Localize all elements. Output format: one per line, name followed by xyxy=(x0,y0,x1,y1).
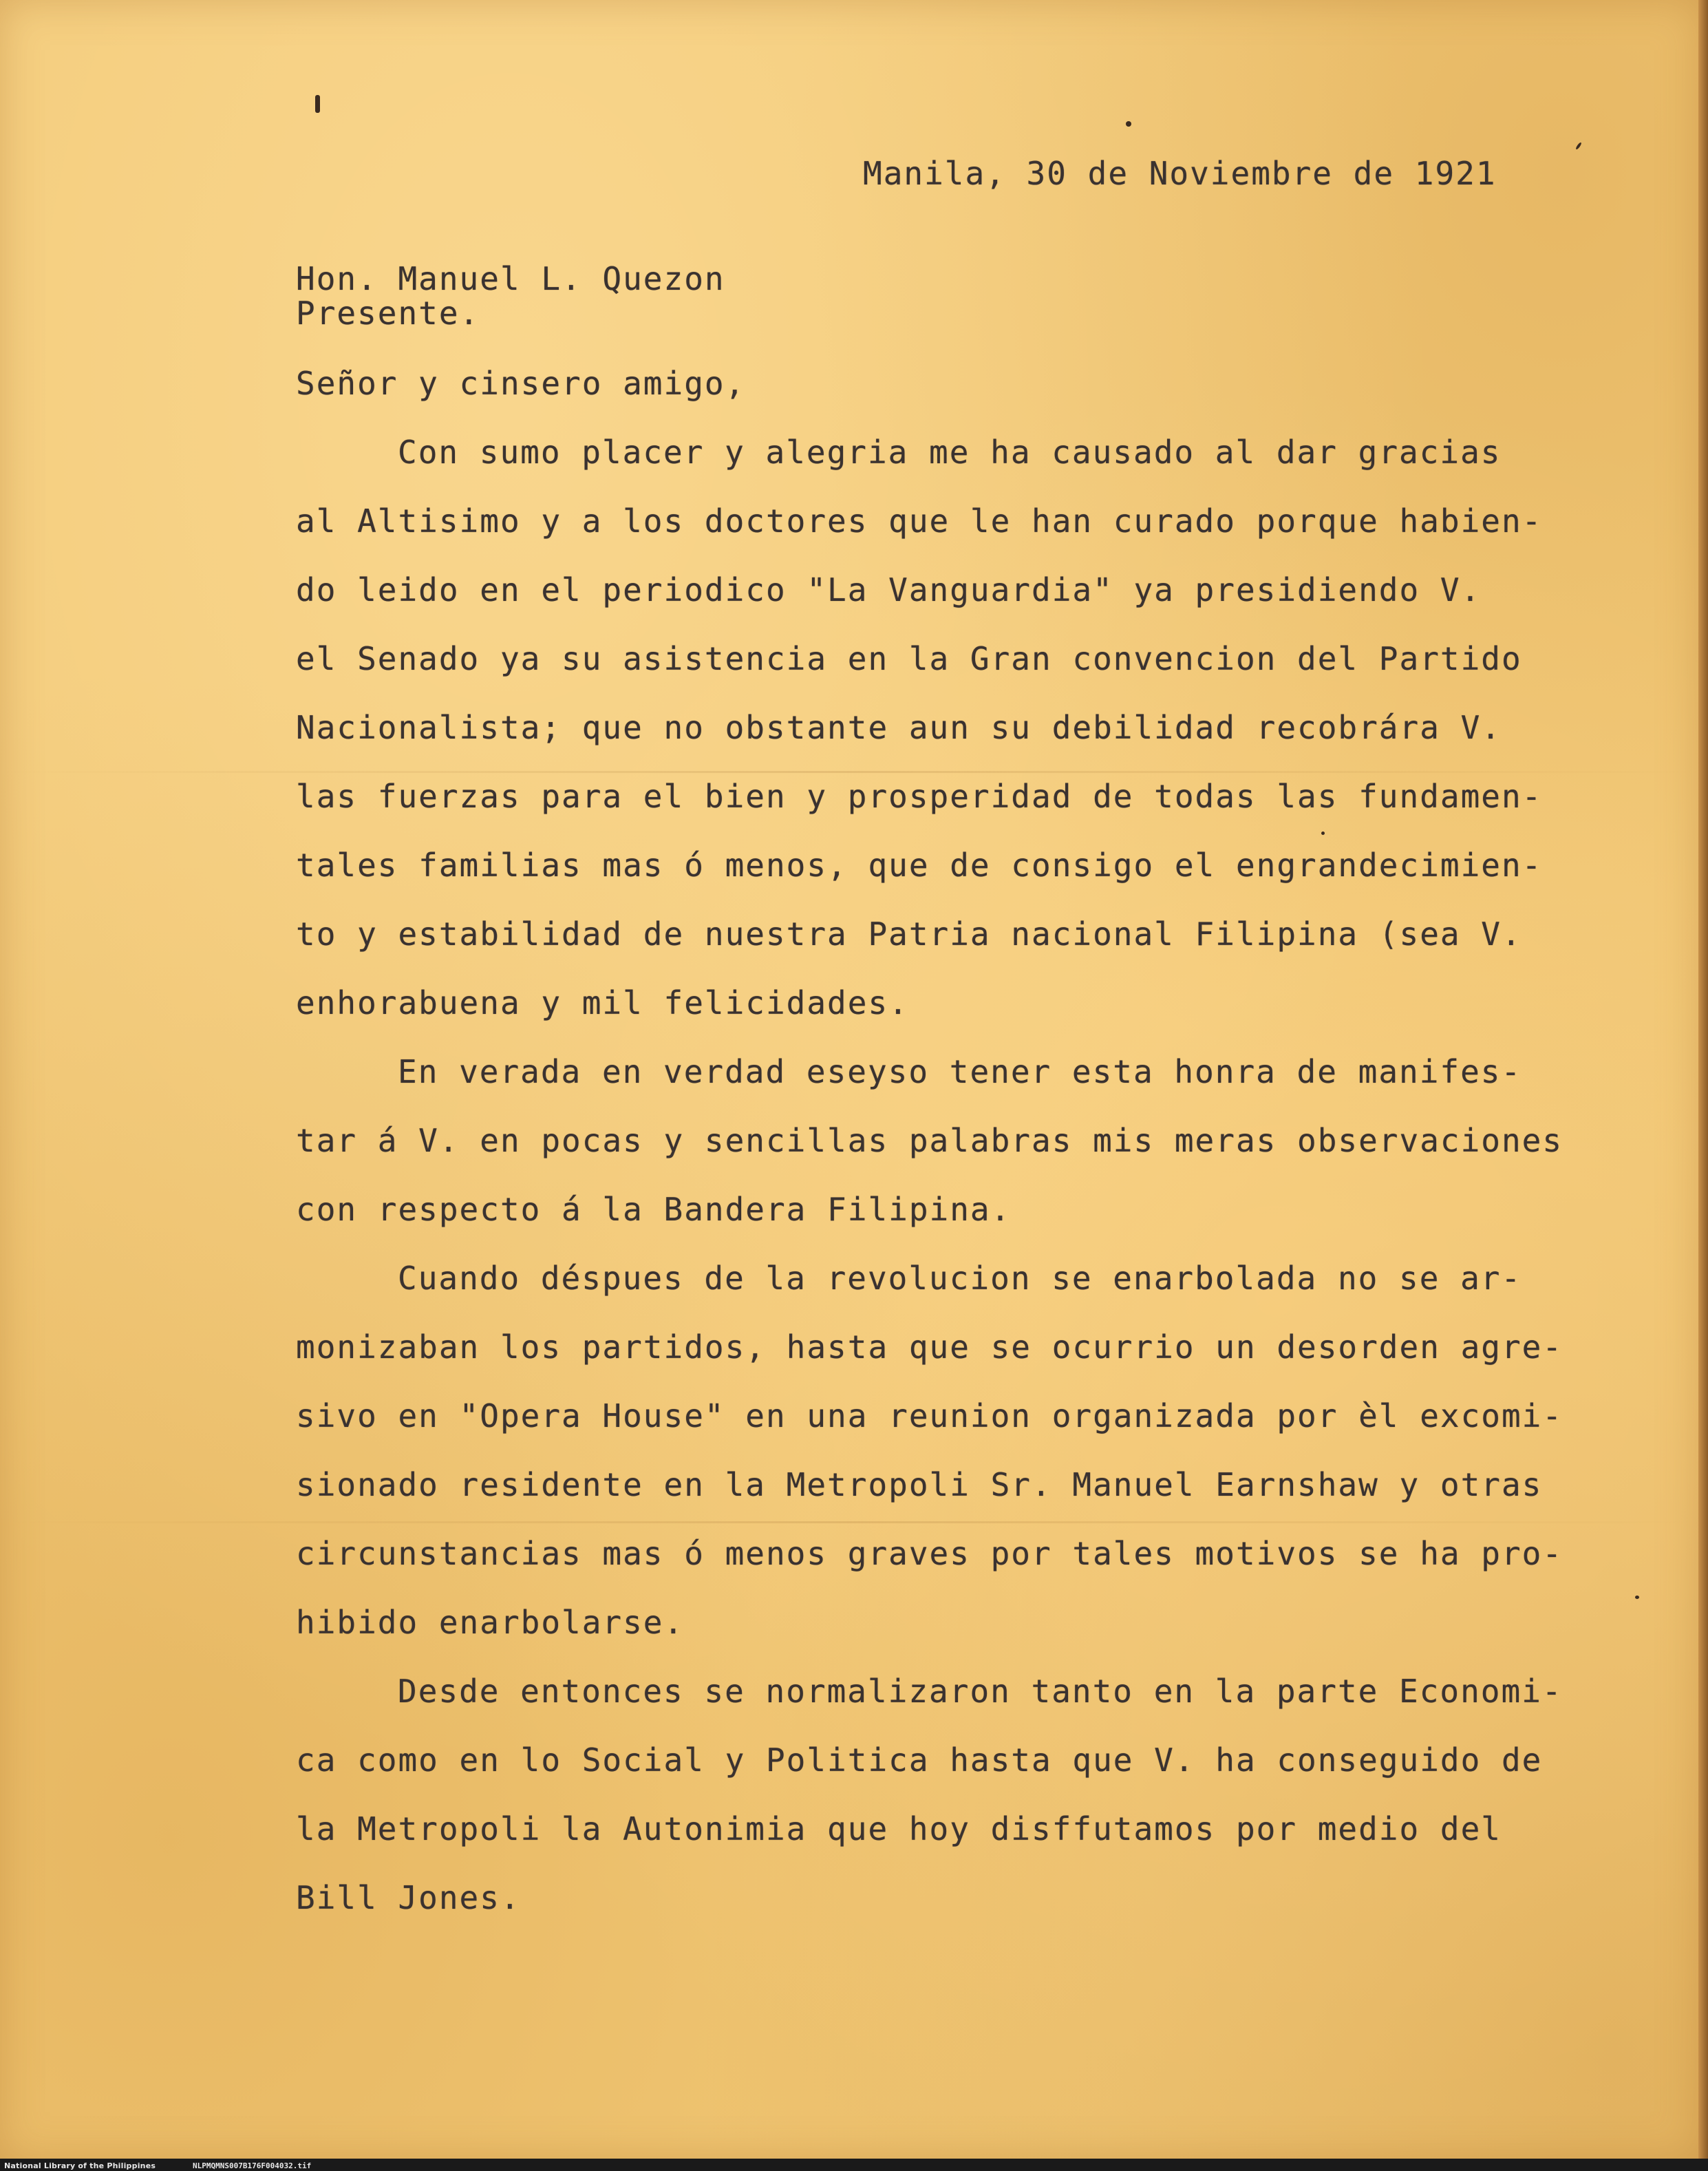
text-line: circunstancias mas ó menos graves por tales motivos se ha pro- xyxy=(296,1535,1563,1572)
text-line: Cuando déspues de la revolucion se enarbolada no se ar- xyxy=(398,1260,1522,1297)
footer-file-id: NLPMQMNS007B176F004032.tif xyxy=(193,2161,312,2170)
paper-fold xyxy=(0,1521,1700,1523)
ink-speck xyxy=(1635,1596,1639,1599)
text-line: Con sumo placer y alegria me ha causado al dar gracias xyxy=(398,434,1502,471)
text-line: al Altisimo y a los doctores que le han curado porque habien- xyxy=(296,502,1543,540)
text-line: Nacionalista; que no obstante aun su debilidad recobrára V. xyxy=(296,709,1502,746)
text-line: con respecto á la Bandera Filipina. xyxy=(296,1191,1012,1228)
ink-speck xyxy=(1321,832,1325,835)
salutation: Señor y cinsero amigo, xyxy=(296,365,746,402)
text-line: las fuerzas para el bien y prosperidad de todas las fundamen- xyxy=(296,778,1543,815)
recipient-name: Hon. Manuel L. Quezon xyxy=(296,260,725,297)
scan-edge xyxy=(1698,0,1708,2171)
text-line: Bill Jones. xyxy=(296,1879,521,1916)
text-line: En verada en verdad eseyso tener esta honra de manifes- xyxy=(398,1053,1522,1090)
text-line: to y estabilidad de nuestra Patria nacional Filipina (sea V. xyxy=(296,915,1522,953)
footer-institution: National Library of the Philippines xyxy=(4,2161,156,2170)
paper-fold xyxy=(0,771,1700,773)
text-line: la Metropoli la Autonimia que hoy disffutamos por medio del xyxy=(296,1810,1502,1847)
ink-speck xyxy=(1126,121,1131,127)
text-line: sivo en "Opera House" en una reunion organizada por èl excomi- xyxy=(296,1397,1563,1434)
scan-footer-bar xyxy=(0,2159,1708,2171)
text-line: Desde entonces se normalizaron tanto en la parte Economi- xyxy=(398,1673,1563,1710)
text-line: do leido en el periodico "La Vanguardia" ya presidiendo V. xyxy=(296,571,1482,608)
text-line: tar á V. en pocas y sencillas palabras mis meras observaciones xyxy=(296,1122,1563,1159)
text-line: monizaban los partidos, hasta que se ocurrio un desorden agre- xyxy=(296,1328,1563,1366)
recipient-address: Presente. xyxy=(296,295,480,332)
text-line: ca como en lo Social y Politica hasta que V. ha conseguido de xyxy=(296,1741,1543,1779)
date-line: Manila, 30 de Noviembre de 1921 xyxy=(863,155,1497,192)
text-line: el Senado ya su asistencia en la Gran convencion del Partido xyxy=(296,640,1522,677)
text-line: hibido enarbolarse. xyxy=(296,1604,685,1641)
text-line: sionado residente en la Metropoli Sr. Manuel Earnshaw y otras xyxy=(296,1466,1543,1503)
text-line: enhorabuena y mil felicidades. xyxy=(296,984,909,1021)
text-line: tales familias mas ó menos, que de consigo el engrandecimien- xyxy=(296,847,1543,884)
ink-speck xyxy=(315,95,320,113)
